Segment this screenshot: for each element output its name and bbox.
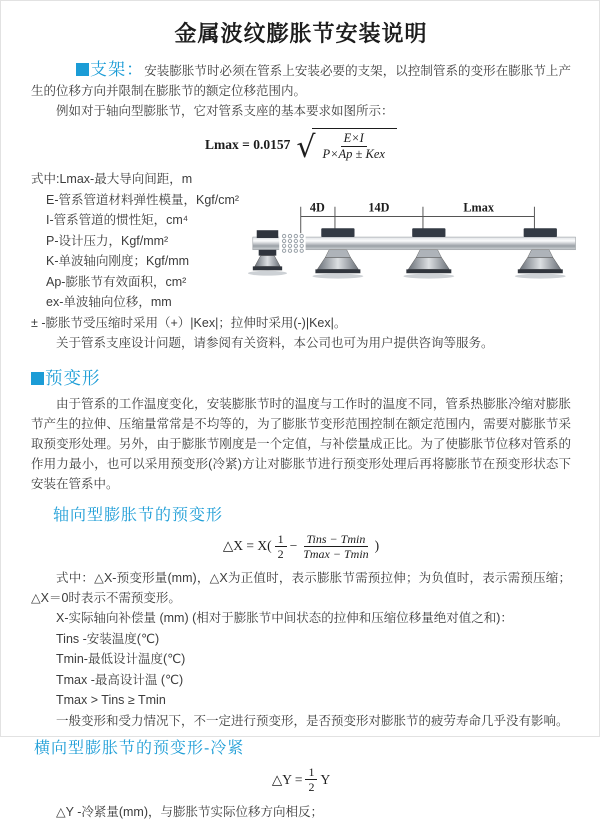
definition-line: Ap-膨胀节有效面积，cm² [46, 274, 187, 289]
support-example-text: 例如对于轴向型膨胀节，它对管系支座的基本要求如图所示： [56, 104, 394, 118]
dim-label-14d: 14D [368, 200, 390, 215]
lmax-formula-fraction [319, 131, 388, 162]
axial-where-text: 式中：△X-预变形量(mm)，△X为正值时，表示膨胀节需预拉伸；为负值时，表示需预压缩；△X＝0时表示不需预变形。 [31, 571, 571, 606]
support-intro-text: 安装膨胀节时必须在管系上安装必要的支架，以控制管系的变形在膨胀节上产生的位移方向并限制在膨胀节的额定位移范围内。 [31, 64, 571, 98]
support-intro-paragraph [31, 60, 571, 101]
minus-sign: − [289, 538, 298, 554]
definition-line: K-单波轴向刚度；Kgf/mm [46, 254, 190, 268]
fraction-numerator: 1 [275, 532, 287, 547]
definition-line: 式中:Lmax-最大导向间距，m [31, 172, 193, 186]
lmax-formula-radicand [312, 128, 397, 162]
radical-sign: √ [296, 129, 316, 165]
pipe-support-diagram [245, 197, 597, 282]
definitions-and-diagram [31, 169, 571, 313]
subheading-axial-predeform: 轴向型膨胀节的预变形 [53, 506, 224, 524]
fraction-denominator: 2 [308, 780, 315, 795]
pm-note-text: ± -膨胀节受压缩时采用（+）|Kex|；拉伸时采用(-)|Kex|。 [31, 315, 347, 330]
axial-formula-temp-fraction [300, 532, 371, 562]
lateral-formula-lhs: △Y = [271, 771, 303, 787]
pipe-support [515, 228, 566, 278]
axial-predeform-formula [31, 532, 571, 562]
page-title: 金属波纹膨胀节安装说明 [174, 21, 428, 46]
lateral-predeform-formula [31, 765, 571, 795]
definition-line: E-管系管道材料弹性模量，Kgf/cm² [46, 192, 240, 207]
section-heading-predeform [31, 365, 571, 390]
dim-label-lmax: Lmax [463, 200, 494, 215]
section-heading-support: 支架： [90, 60, 145, 79]
definition-line: P-设计压力，Kgf/mm² [46, 233, 169, 248]
predeform-body-text: 由于管系的工作温度变化，安装膨胀节时的温度与工作时的温度不同，管系热膨胀冷缩对膨胀节产生的拉伸、压缩量常常是不均等的，为了膨胀节变形范围控制在额定范围内，需要对膨胀节采取预变形处理。另外，由于膨胀节刚度是一个定值，与补偿量成正比。为了使膨胀节位移对管系的作用力最小，也可以采用预变形(冷紧)方让对膨胀节进行预变形处理后再将膨胀节在预变形状态下安装在管系中。 [31, 396, 571, 491]
lateral-formula-rhs: Y [320, 771, 331, 787]
fraction-denominator: 2 [277, 546, 284, 561]
axial-note-text: 一般变形和受力情况下，不一定进行预变形，是否预变形对膨胀节的疲劳寿命几乎没有影响。 [56, 713, 569, 728]
bellows [279, 233, 305, 255]
y-definition-text: △Y -冷紧量(mm)，与膨胀节实际位移方向相反； [56, 804, 324, 819]
fraction-numerator: 1 [305, 765, 317, 780]
definition-line: I-管系管道的惯性矩，cm⁴ [46, 213, 189, 227]
fraction-denominator: Tmax − Tmin [303, 546, 369, 561]
axial-formula-half-fraction [275, 532, 287, 562]
subheading-lateral-predeform: 横向型膨胀节的预变形-冷紧 [34, 739, 245, 757]
temp-line: Tmin-最低设计温度(℃) [56, 652, 186, 667]
consult-text: 关于管系支座设计问题，请参阅有关资料，本公司也可为用户提供咨询等服务。 [56, 335, 494, 350]
x-definition-text: X-实际轴向补偿量 (mm) (相对于膨胀节中间状态的拉伸和压缩位移量绝对值之和)： [56, 611, 513, 626]
dim-label-4d: 4D [309, 200, 325, 215]
axial-formula-prefix: △X = X( [222, 538, 272, 554]
predeform-heading-label: 预变形 [45, 367, 101, 388]
fraction-numerator: Tins − Tmin [304, 532, 369, 547]
lateral-formula-fraction [305, 765, 317, 795]
pipe-support [312, 228, 363, 278]
definition-line: ex-单波轴向位移，mm [46, 295, 172, 309]
temp-line: Tmax > Tins ≥ Tmin [56, 693, 166, 708]
temp-line: Tins -安装温度(℃) [56, 631, 160, 646]
lmax-formula-numerator: E×I [341, 131, 367, 147]
temp-line: Tmax -最高设计温 (℃) [56, 672, 184, 687]
lmax-formula [31, 128, 571, 165]
section-marker-icon [76, 63, 89, 76]
pipe-support [403, 228, 454, 278]
section-marker-icon [31, 372, 44, 385]
lmax-formula-denominator: P×Ap ± Kex [322, 147, 385, 161]
axial-formula-suffix: ) [374, 538, 380, 554]
document-page [1, 1, 599, 822]
lmax-formula-lhs: Lmax = 0.0157 [205, 137, 291, 152]
